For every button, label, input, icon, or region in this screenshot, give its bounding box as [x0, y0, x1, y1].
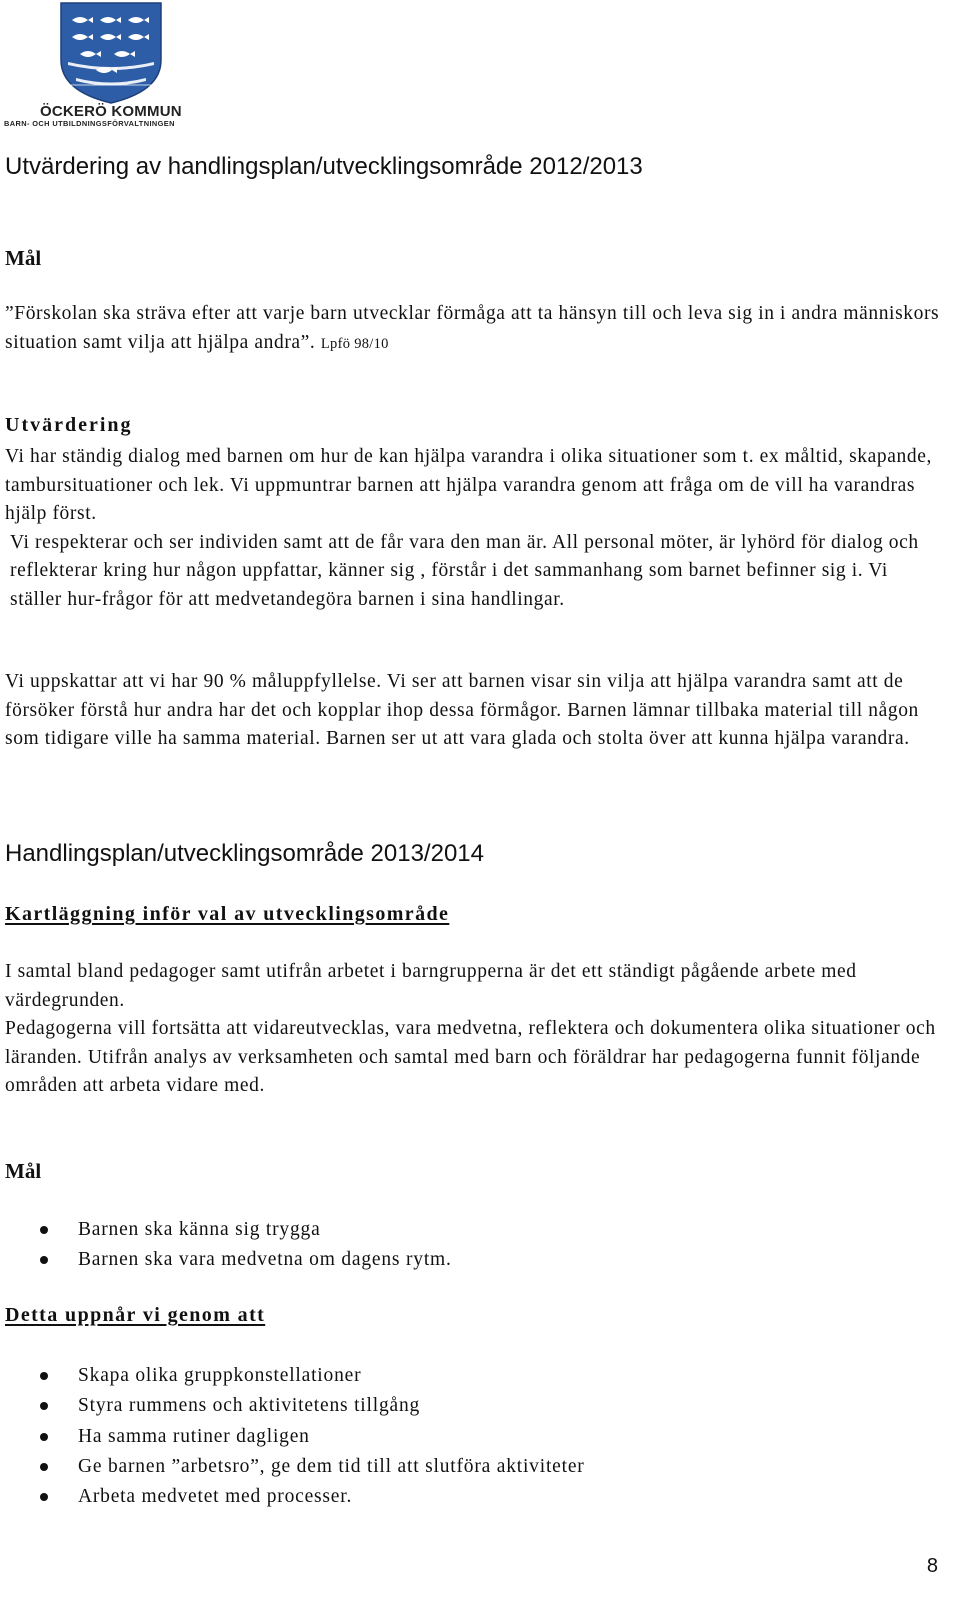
- mapping-heading: Kartläggning inför val av utvecklingsområde: [5, 903, 450, 925]
- section1-title: Utvärdering av handlingsplan/utvecklingsområde 2012/2013: [5, 153, 643, 180]
- evaluation-block: [5, 443, 945, 615]
- list-item: Skapa olika gruppkonstellationer: [0, 1361, 585, 1391]
- means-heading: Detta uppnår vi genom att: [5, 1304, 266, 1326]
- evaluation-paragraph: Vi respekterar och ser individen samt att de får vara den man är. All personal möter, är lyhörd för dialog och reflekterar kring hur någon uppfattar, känner sig , förstår i det sammanhang som barnet befinner sig i. Vi ställer hur-frågor för att medvetandegöra barnen i sina handlingar.: [10, 531, 919, 610]
- bullet-icon: [40, 1226, 48, 1234]
- list-item: Barnen ska känna sig trygga: [0, 1215, 452, 1245]
- section2-title: Handlingsplan/utvecklingsområde 2013/2014: [5, 840, 484, 867]
- bullet-icon: [40, 1256, 48, 1264]
- list-item: Ha samma rutiner dagligen: [0, 1422, 585, 1452]
- bullet-icon: [40, 1493, 48, 1501]
- means-list: [0, 1361, 585, 1512]
- list-item: Ge barnen ”arbetsro”, ge dem tid till att slutföra aktiviteter: [0, 1452, 585, 1482]
- list-item: Arbeta medvetet med processer.: [0, 1482, 585, 1512]
- assessment-paragraph: Vi uppskattar att vi har 90 % måluppfyllelse. Vi ser att barnen visar sin vilja att hjälpa varandra samt att de försöker förstå hur andra har det och kopplar ihop dessa förmågor. Barnen lämnar tillbaka material till någon som tidigare ville ha samma material. Barnen ser ut att vara glada och stolta över att kunna hjälpa varandra.: [5, 671, 919, 750]
- mapping-paragraph: Pedagogerna vill fortsätta att vidareutvecklas, vara medvetna, reflektera och dokumentera olika situationer och läranden. Utifrån analys av verksamheten och samtal med barn och föräldrar har pedagogerna funnit följande områden att arbeta vidare med.: [5, 1018, 936, 1097]
- goal-quote-block: [5, 300, 945, 358]
- list-item: Styra rummens och aktivitetens tillgång: [0, 1391, 585, 1421]
- assessment-block: [5, 668, 945, 754]
- goal-heading-2: Mål: [5, 1159, 42, 1183]
- goal-quote: ”Förskolan ska sträva efter att varje barn utvecklar förmåga att ta hänsyn till och leva sig in i andra människors situation samt vilja att hjälpa andra”.: [5, 303, 940, 353]
- list-item: Barnen ska vara medvetna om dagens rytm.: [0, 1245, 452, 1275]
- mapping-block: [5, 958, 945, 1101]
- bullet-icon: [40, 1463, 48, 1471]
- goal-reference: Lpfö 98/10: [320, 335, 389, 352]
- goals-list: [0, 1215, 452, 1276]
- evaluation-heading: Utvärdering: [5, 414, 133, 436]
- municipality-name: ÖCKERÖ KOMMUN: [40, 103, 182, 120]
- page-number: 8: [926, 1555, 938, 1577]
- bullet-icon: [40, 1433, 48, 1441]
- evaluation-paragraph: Vi har ständig dialog med barnen om hur de kan hjälpa varandra i olika situationer som t. ex måltid, skapande, tambursituationer och lek. Vi uppmuntrar barnen att hjälpa varandra genom att fråga om de vill ha varandras hjälp först.: [5, 446, 932, 525]
- goal-heading: Mål: [5, 246, 42, 270]
- municipality-logo: [4, 0, 216, 130]
- department-name: BARN- OCH UTBILDNINGSFÖRVALTNINGEN: [4, 119, 175, 128]
- bullet-icon: [40, 1372, 48, 1380]
- mapping-paragraph: I samtal bland pedagoger samt utifrån arbetet i barngrupperna är det ett ständigt pågående arbete med värdegrunden.: [5, 961, 857, 1011]
- bullet-icon: [40, 1402, 48, 1410]
